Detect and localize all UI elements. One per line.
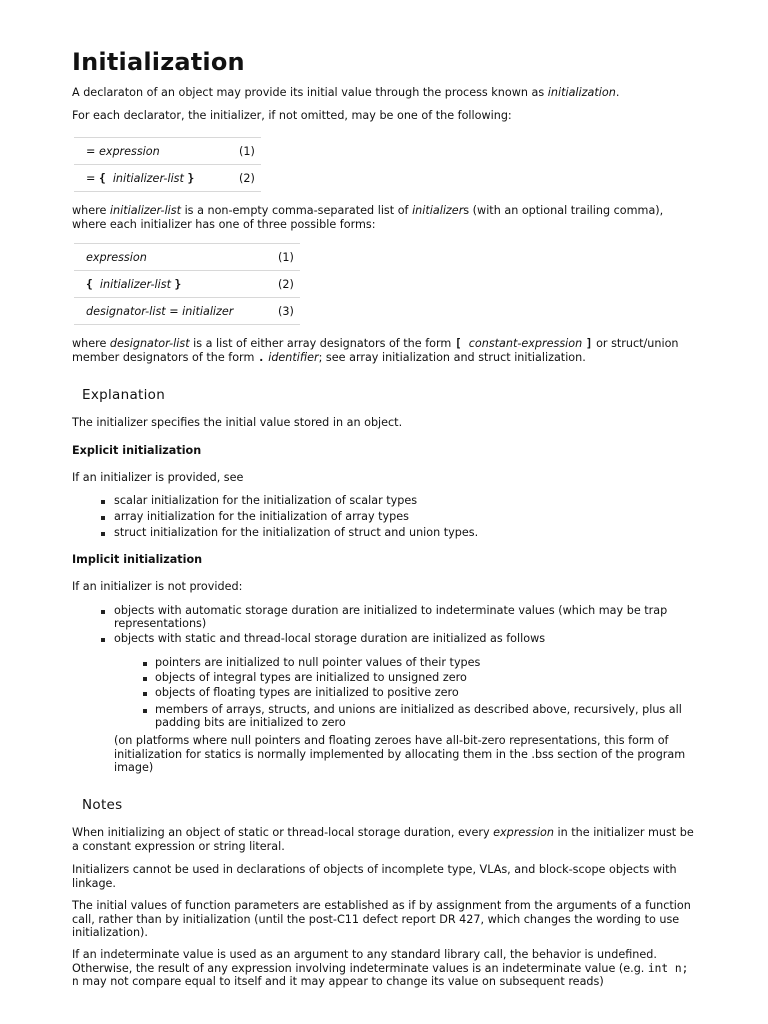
static-init-list	[155, 656, 710, 729]
syntax-row	[74, 244, 300, 271]
page-title: Initialization	[72, 48, 245, 76]
implicit-initialization-heading: Implicit initialization	[72, 553, 203, 566]
explanation-paragraph: The initializer specifies the initial value stored in an object.	[72, 416, 403, 429]
syntax-form: expression	[74, 244, 258, 271]
syntax-number: (1)	[258, 244, 300, 271]
list-item[interactable]: array initialization for the initialization of array types	[114, 510, 714, 526]
syntax-form: designator-list = initializer	[74, 298, 258, 325]
syntax-row	[74, 165, 261, 192]
code-snippet: n	[72, 975, 79, 988]
struct-initialization-link[interactable]: struct initialization	[478, 350, 583, 364]
syntax-number: (2)	[258, 271, 300, 298]
explicit-paragraph: If an initializer is provided, see	[72, 471, 244, 484]
list-item[interactable]: scalar initialization for the initialization of scalar types	[114, 494, 714, 510]
list-item: objects of integral types are initialized to unsigned zero	[155, 671, 710, 686]
implicit-paragraph: If an initializer is not provided:	[72, 580, 243, 593]
list-item: objects with static and thread-local storage duration are initialized as follows	[114, 632, 714, 645]
list-item: objects with automatic storage duration are initialized to indeterminate values (which may be trap representations)	[114, 604, 714, 632]
syntax-number: (1)	[219, 138, 261, 165]
syntax-number: (2)	[219, 165, 261, 192]
intro-paragraph	[72, 86, 697, 100]
syntax-row	[74, 138, 261, 165]
explanation-heading: Explanation	[82, 387, 166, 403]
syntax-form: = expression	[74, 138, 219, 165]
array-initialization-link[interactable]: array initialization	[349, 350, 451, 364]
notes-paragraph: Initializers cannot be used in declarations of objects of incomplete type, VLAs, and block-scope objects with linkage.	[72, 863, 677, 890]
list-item: members of arrays, structs, and unions are initialized as described above, recursively, plus all padding bits are initialized to zero	[155, 703, 710, 729]
notes-paragraph: The initial values of function parameters are established as if by assignment from the arguments of a function call, rather than by initialization (until the post-C11 defect report DR 427, which changes the wording to use initialization).	[72, 899, 691, 939]
syntax-row	[74, 298, 300, 325]
list-item[interactable]: struct initialization for the initialization of struct and union types.	[114, 526, 714, 542]
bss-note: (on platforms where null pointers and floating zeroes have all-bit-zero representations, this form of initialization for statics is normally implemented by allocating them in the .bss section of the program image)	[114, 734, 686, 774]
syntax-row	[74, 271, 300, 298]
list-item: objects of floating types are initialized to positive zero	[155, 686, 710, 703]
declarator-paragraph: For each declarator, the initializer, if not omitted, may be one of the following:	[72, 109, 512, 122]
notes-heading: Notes	[82, 797, 123, 813]
initializer-list-paragraph: where initializer-list is a non-empty comma-separated list of initializers (with an optional trailing comma), where each initializer has one of three possible forms:	[72, 204, 664, 231]
syntax-form: { initializer-list }	[74, 271, 258, 298]
designator-paragraph: where designator-list is a list of either array designators of the form [ constant-expression ] or struct/union member designators of the form . identifier; see array initialization and struct initialization.	[72, 337, 679, 364]
intro-period: .	[615, 86, 620, 99]
list-item: pointers are initialized to null pointer values of their types	[155, 656, 710, 671]
notes-paragraph: When initializing an object of static or thread-local storage duration, every expression in the initializer must be a constant expression or string literal.	[72, 826, 694, 853]
initializer-syntax-table	[74, 137, 261, 192]
implicit-list	[114, 604, 714, 645]
syntax-form: = { initializer-list }	[74, 165, 219, 192]
intro-text: A declaraton of an object may provide its initial value through the process known as	[72, 86, 548, 99]
syntax-number: (3)	[258, 298, 300, 325]
explicit-list	[114, 494, 714, 542]
code-snippet: int n;	[647, 961, 689, 975]
notes-paragraph: If an indeterminate value is used as an argument to any standard library call, the behavior is undefined. Otherwise, the result of any expression involving indeterminate values is an indeterminate value (e.g. int n; n may not compare equal to itself and it may appear to change its value on subsequent reads)	[72, 948, 689, 988]
initializer-forms-table	[74, 243, 300, 325]
intro-term: initialization	[547, 86, 616, 99]
explicit-initialization-heading: Explicit initialization	[72, 444, 202, 457]
